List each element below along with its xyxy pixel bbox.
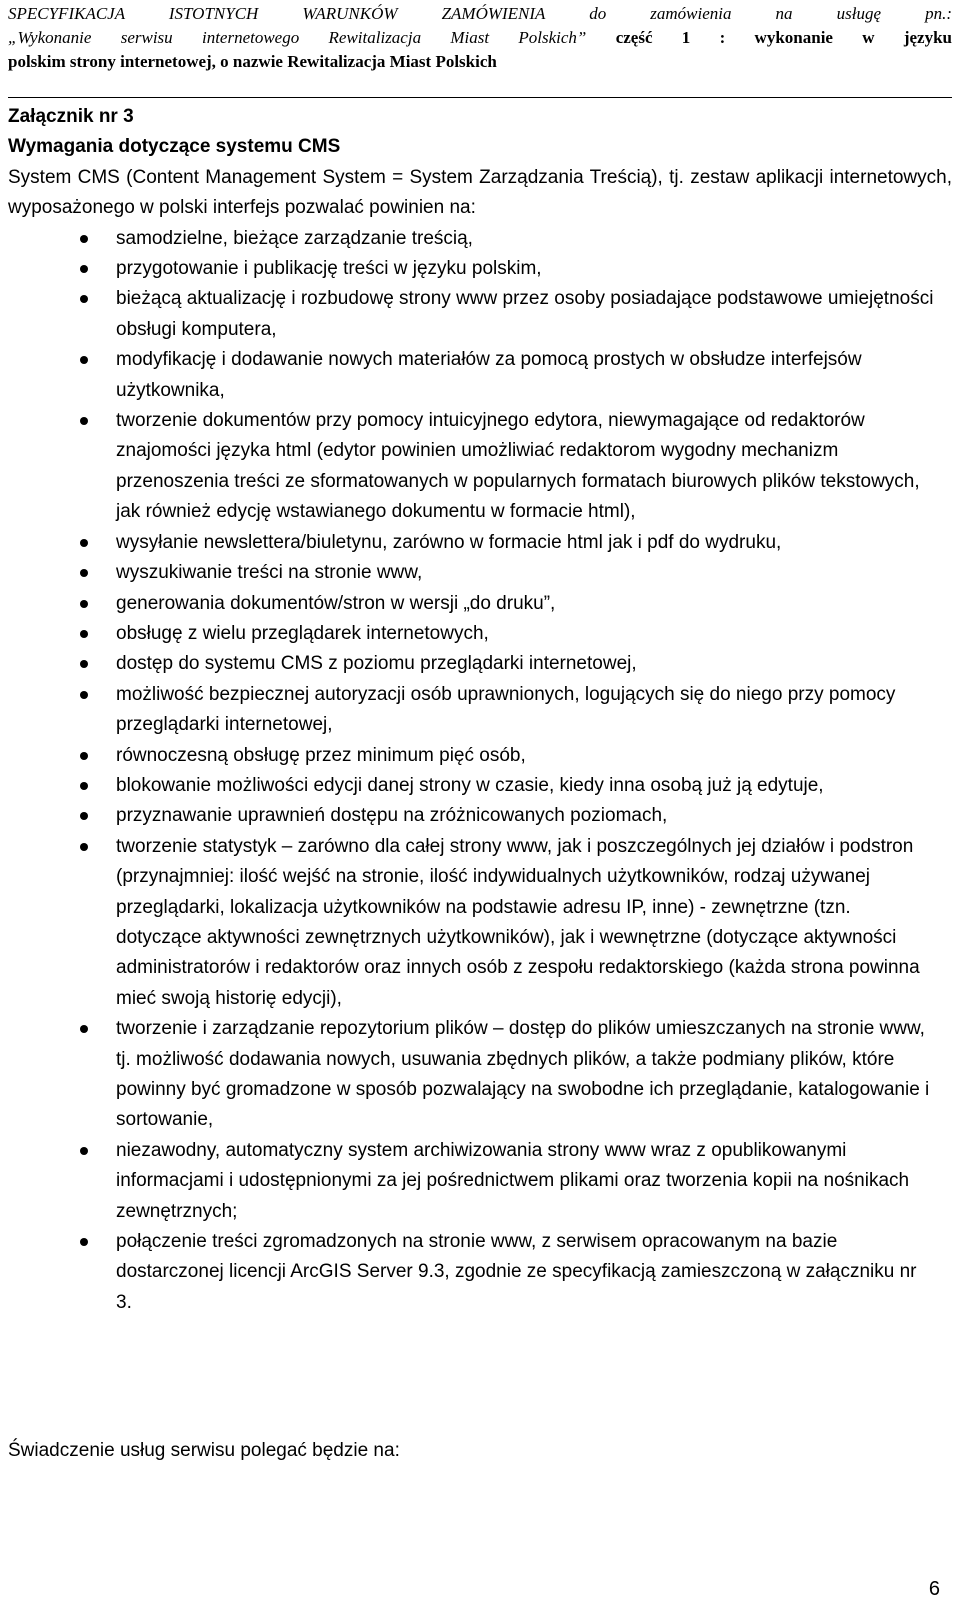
list-item-text: tworzenie statystyk – zarówno dla całej strony www, jak i poszczególnych jej działów i podstron (przynajmniej: ilość wejść na stronie, ilość indywidualnych użytkowników, rodzaj używanej przeglądarki, lokalizacja użytkowników na podstawie adresu IP, inne) - zewnętrzne (tzn. dotyczące aktywności zewnętrznych użytkowników), jak i wewnętrzne (dotyczące aktywności administratorów i redaktorów oraz innych osób z zespołu redaktorskiego (każda strona powinna mieć swoją historię edycji), bbox=[116, 835, 920, 1009]
list-item-text: wysyłanie newslettera/biuletynu, zarówno w formacie html jak i pdf do wydruku, bbox=[116, 531, 782, 553]
bullet-icon bbox=[80, 600, 88, 608]
bullet-icon bbox=[80, 843, 88, 851]
list-item bbox=[8, 832, 952, 1014]
attachment-title: Załącznik nr 3 bbox=[8, 106, 134, 127]
bullet-icon bbox=[80, 1025, 88, 1033]
list-item bbox=[8, 801, 952, 831]
list-item bbox=[8, 619, 952, 649]
services-heading: Świadczenie usług serwisu polegać będzie na: bbox=[8, 1440, 400, 1461]
list-item-text: tworzenie dokumentów przy pomocy intuicyjnego edytora, niewymagające od redaktorów znajomości języka html (edytor powinien umożliwiać redaktorom wygodny mechanizm przenoszenia treści ze sformatowanych w popularnych formatach biurowych plików tekstowych, jak również edycję wstawianego dokumentu w formacie html), bbox=[116, 410, 920, 523]
bullet-icon bbox=[80, 539, 88, 547]
bullet-icon bbox=[80, 569, 88, 577]
bullet-icon bbox=[80, 660, 88, 668]
list-item bbox=[8, 1136, 952, 1227]
list-item bbox=[8, 741, 952, 771]
list-item bbox=[8, 254, 952, 284]
bullet-icon bbox=[80, 295, 88, 303]
list-item-text: niezawodny, automatyczny system archiwizowania strony www wraz z opublikowanymi informacjami i udostępnionymi za jej pośrednictwem plikami oraz tworzenia kopii na nośnikach zewnętrznych; bbox=[116, 1139, 910, 1222]
list-item-text: przyznawanie uprawnień dostępu na zróżnicowanych poziomach, bbox=[116, 805, 668, 827]
document-body bbox=[8, 102, 952, 1318]
bullet-icon bbox=[80, 630, 88, 638]
bullet-icon bbox=[80, 812, 88, 820]
list-item-text: bieżącą aktualizację i rozbudowę strony www przez osoby posiadające podstawowe umiejętności obsługi komputera, bbox=[116, 288, 934, 340]
list-item bbox=[8, 649, 952, 679]
list-item-text: modyfikację i dodawanie nowych materiałów za pomocą prostych w obsłudze interfejsów użytkownika, bbox=[116, 349, 862, 401]
list-item bbox=[8, 558, 952, 588]
bullet-icon bbox=[80, 691, 88, 699]
bullet-icon bbox=[80, 752, 88, 760]
list-item bbox=[8, 284, 952, 345]
list-item bbox=[8, 771, 952, 801]
intro-paragraph: System CMS (Content Management System = System Zarządzania Treścią), tj. zestaw aplikacji internetowych, wyposażonego w polski interfejs pozwalać powinien na: bbox=[8, 166, 952, 219]
bullet-icon bbox=[80, 265, 88, 273]
page-number: 6 bbox=[928, 1578, 940, 1600]
list-item-text: połączenie treści zgromadzonych na stronie www, z serwisem opracowanym na bazie dostarczonej licencji ArcGIS Server 9.3, zgodnie ze specyfikacją zamieszczoną w załączniku nr 3. bbox=[116, 1231, 917, 1313]
list-item-text: generowania dokumentów/stron w wersji „do druku”, bbox=[116, 592, 556, 614]
list-item bbox=[8, 1014, 952, 1136]
requirements-title: Wymagania dotyczące systemu CMS bbox=[8, 136, 341, 158]
bullet-icon bbox=[80, 356, 88, 364]
list-item bbox=[8, 528, 952, 558]
list-item-text: wyszukiwanie treści na stronie www, bbox=[116, 562, 423, 584]
list-item bbox=[8, 406, 952, 528]
list-item-text: tworzenie i zarządzanie repozytorium plików – dostęp do plików umieszczanych na stronie www, tj. możliwość dodawania nowych, usuwania zbędnych plików, a także podmiany plików, które powinny być gromadzone w sposób pozwalający na swobodne ich przeglądanie, katalogowanie i sortowanie, bbox=[116, 1018, 930, 1131]
list-item bbox=[8, 589, 952, 619]
header-part-label: część 1 : wykonanie w języku bbox=[586, 28, 952, 47]
list-item-text: samodzielne, bieżące zarządzanie treścią, bbox=[116, 227, 473, 249]
bullet-icon bbox=[80, 235, 88, 243]
list-item-text: możliwość bezpiecznej autoryzacji osób uprawnionych, logujących się do niego przy pomocy przeglądarki internetowej, bbox=[116, 683, 896, 736]
list-item bbox=[8, 1227, 952, 1318]
bullet-icon bbox=[80, 1238, 88, 1246]
list-item-text: obsługę z wielu przeglądarek internetowych, bbox=[116, 622, 489, 644]
list-item bbox=[8, 680, 952, 741]
list-item-text: dostęp do systemu CMS z poziomu przeglądarki internetowej, bbox=[116, 653, 637, 675]
document-header bbox=[8, 2, 952, 74]
header-line-1: SPECYFIKACJA ISTOTNYCH WARUNKÓW ZAMÓWIENIA do zamówienia na usługę pn.: bbox=[8, 4, 952, 23]
requirements-list bbox=[8, 224, 952, 1319]
bullet-icon bbox=[80, 417, 88, 425]
bullet-icon bbox=[80, 782, 88, 790]
bullet-icon bbox=[80, 1147, 88, 1155]
list-item-text: przygotowanie i publikację treści w języku polskim, bbox=[116, 258, 542, 280]
header-line-2 bbox=[8, 26, 952, 50]
header-line-3: polskim strony internetowej, o nazwie Rewitalizacja Miast Polskich bbox=[8, 52, 497, 71]
header-project-title: „Wykonanie serwisu internetowego Rewitalizacja Miast Polskich” bbox=[8, 28, 587, 47]
header-divider bbox=[8, 97, 952, 98]
list-item-text: blokowanie możliwości edycji danej strony w czasie, kiedy inna osobą już ją edytuje, bbox=[116, 774, 824, 796]
list-item-text: równoczesną obsługę przez minimum pięć osób, bbox=[116, 744, 526, 766]
list-item bbox=[8, 345, 952, 406]
list-item bbox=[8, 224, 952, 254]
